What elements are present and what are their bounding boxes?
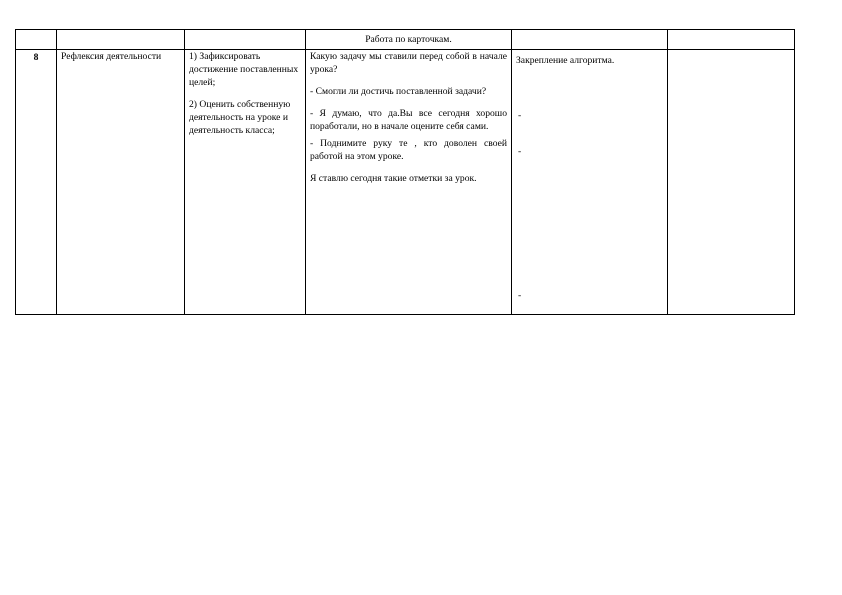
goal-1: 1) Зафиксировать достижение поставленных целей; xyxy=(189,51,299,88)
table-header-row xyxy=(16,30,795,50)
result-mark-2: - xyxy=(518,146,522,157)
teacher-activity xyxy=(306,50,512,315)
header-cell-5 xyxy=(512,30,668,50)
header-cell-2 xyxy=(57,30,185,50)
header-cell-4: Работа по карточкам. xyxy=(306,30,512,50)
stage-number: 8 xyxy=(16,50,57,315)
header-cell-6 xyxy=(668,30,795,50)
teacher-line-3: - Я думаю, что да.Вы все сегодня хорошо поработали, но в начале оцените себя сами. xyxy=(310,107,507,132)
empty-last-cell xyxy=(668,50,795,315)
stage-name: Рефлексия деятельности xyxy=(57,50,185,315)
teacher-line-4: - Поднимите руку те , кто доволен своей работой на этом уроке. xyxy=(310,137,507,162)
lesson-plan-table xyxy=(15,29,795,315)
teacher-line-2: - Смогли ли достичь поставленной задачи? xyxy=(310,85,487,97)
header-cell-1 xyxy=(16,30,57,50)
expected-result xyxy=(512,50,668,315)
stage-goals xyxy=(185,50,306,315)
teacher-line-5: Я ставлю сегодня такие отметки за урок. xyxy=(310,172,477,184)
header-cell-3 xyxy=(185,30,306,50)
goal-2: 2) Оценить собственную деятельность на уроке и деятельность класса; xyxy=(189,98,291,136)
teacher-line-1: Какую задачу мы ставили перед собой в начале урока? xyxy=(310,51,507,75)
table-row xyxy=(16,50,795,315)
result-mark-3: - xyxy=(518,290,522,301)
result-mark-1: - xyxy=(518,110,522,121)
result-title: Закрепление алгоритма. xyxy=(516,55,615,66)
